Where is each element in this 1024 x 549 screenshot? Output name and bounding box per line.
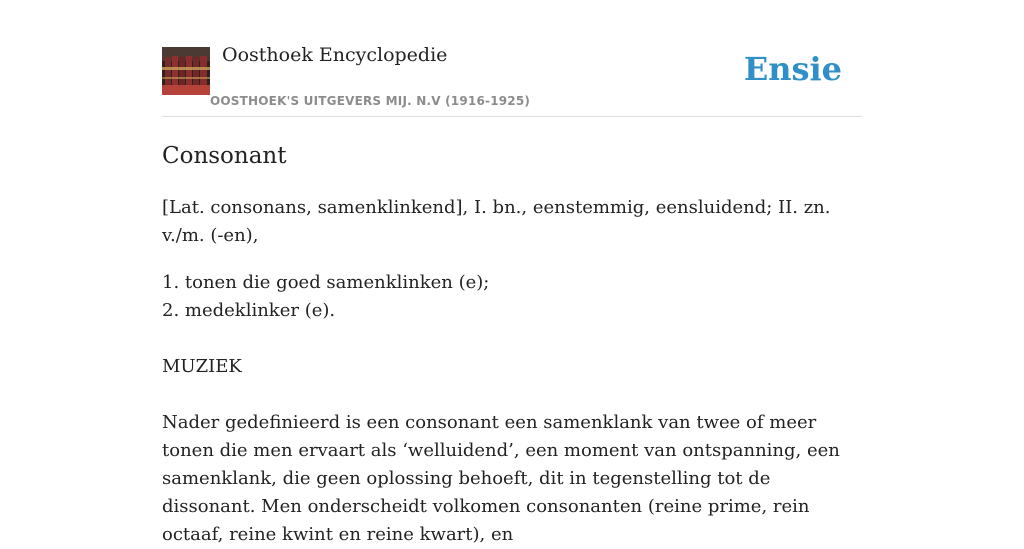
definition-list [162, 269, 862, 325]
article-intro: [Lat. consonans, samenklinkend], I. bn., eenstemmig, eensluidend; II. zn. v./m. (-en), [162, 197, 831, 246]
ensie-logo[interactable]: Ensie [743, 50, 842, 88]
encyclopedia-books-icon[interactable] [162, 47, 210, 95]
list-item: 1. tonen die goed samenklinken (e); [162, 272, 490, 293]
article-paragraph: Nader gedefinieerd is een consonant een samenklank van twee of meer tonen die men ervaart als ‘welluidend’, een moment van ontspanning, een samenklank, die geen oplossing behoeft, dit in tegenstelling tot de dissonant. Men onderscheidt volkomen consonanten (reine prime, rein octaaf, reine kwint en reine kwart), en [162, 412, 840, 545]
content-container [162, 0, 862, 549]
page-title: Consonant [162, 143, 287, 169]
site-name[interactable]: Oosthoek Encyclopedie [222, 44, 448, 66]
section-heading: MUZIEK [162, 356, 242, 377]
header [162, 0, 862, 117]
publisher-label: OOSTHOEK'S UITGEVERS MIJ. N.V (1916-1925) [210, 94, 531, 108]
list-item: 2. medeklinker (e). [162, 300, 336, 321]
